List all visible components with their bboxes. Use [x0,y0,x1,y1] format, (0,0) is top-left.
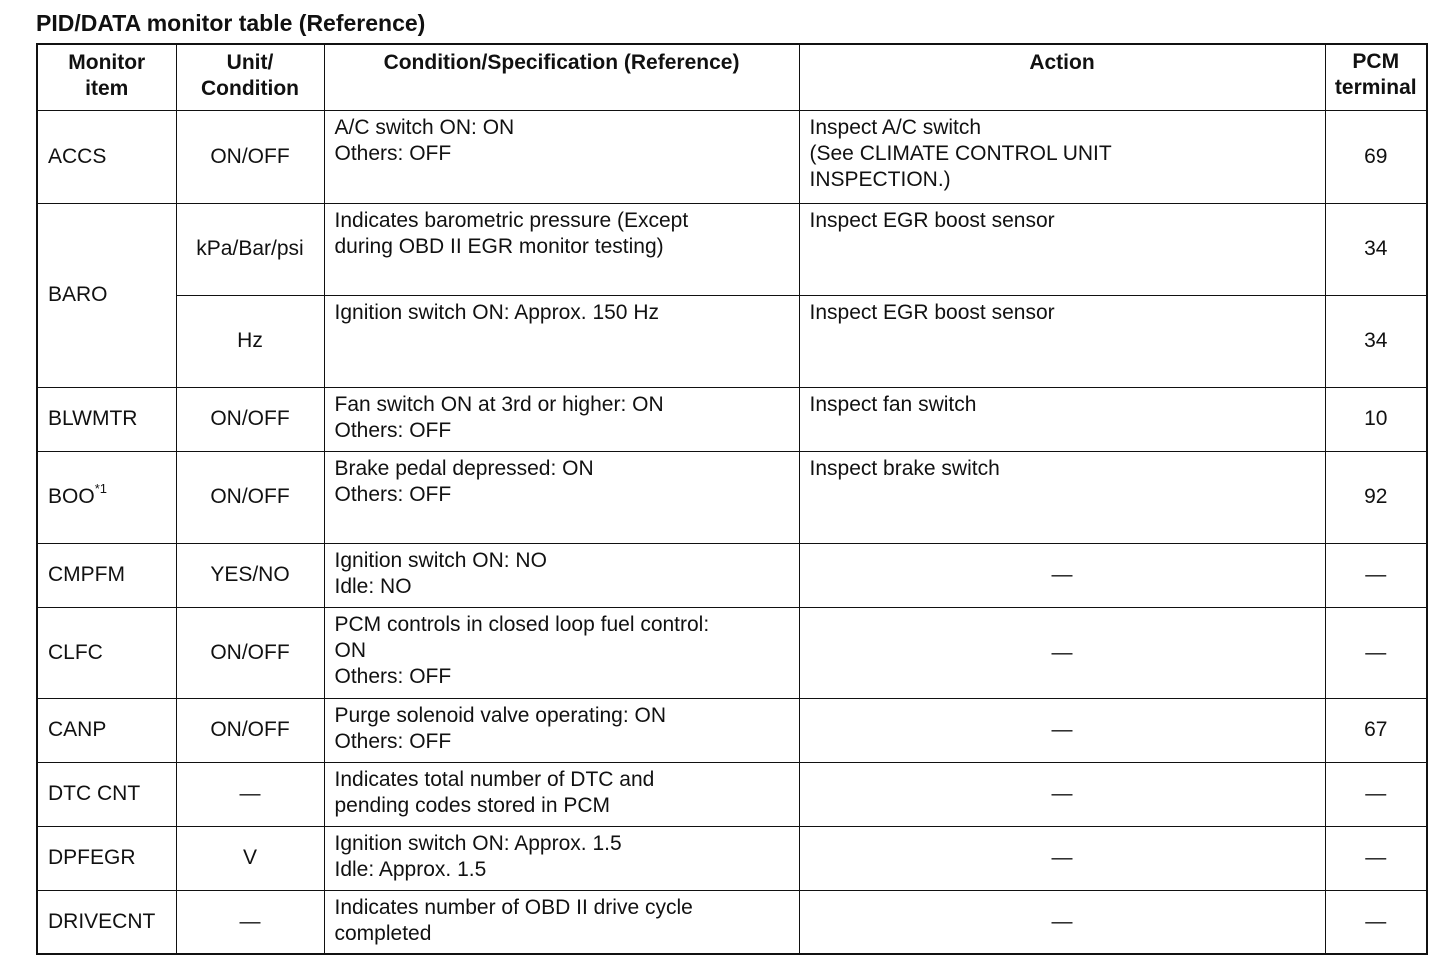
header-unit-condition: Unit/ Condition [176,44,324,110]
pcm-terminal: 34 [1325,203,1427,295]
pcm-terminal: 34 [1325,295,1427,387]
table-row [37,698,1427,762]
condition-spec: Indicates total number of DTC and pending codes stored in PCM [324,762,799,826]
unit-condition: ON/OFF [176,451,324,543]
unit-condition: ON/OFF [176,110,324,203]
action: — [799,826,1325,890]
action: Inspect EGR boost sensor [799,295,1325,387]
monitor-item [37,451,176,543]
pcm-terminal: 69 [1325,110,1427,203]
condition-spec: Ignition switch ON: Approx. 150 Hz [324,295,799,387]
header-condition-spec: Condition/Specification (Reference) [324,44,799,110]
action: — [799,890,1325,954]
condition-spec: Indicates barometric pressure (Except during OBD II EGR monitor testing) [324,203,799,295]
footnote-marker: *1 [94,481,107,496]
pcm-terminal: — [1325,543,1427,607]
unit-condition: kPa/Bar/psi [176,203,324,295]
condition-spec: Ignition switch ON: Approx. 1.5 Idle: Approx. 1.5 [324,826,799,890]
monitor-item-label: BOO [48,485,95,508]
unit-condition: — [176,890,324,954]
action: Inspect EGR boost sensor [799,203,1325,295]
table-row [37,890,1427,954]
table-row [37,826,1427,890]
action: Inspect fan switch [799,387,1325,451]
pcm-terminal: — [1325,890,1427,954]
unit-condition: ON/OFF [176,698,324,762]
pcm-terminal: — [1325,607,1427,698]
monitor-item: DTC CNT [37,762,176,826]
unit-condition: YES/NO [176,543,324,607]
table-row [37,607,1427,698]
action: — [799,607,1325,698]
monitor-item: ACCS [37,110,176,203]
header-action: Action [799,44,1325,110]
action: — [799,762,1325,826]
table-row [37,543,1427,607]
table-row [37,110,1427,203]
monitor-item: BLWMTR [37,387,176,451]
unit-condition: — [176,762,324,826]
pid-data-monitor-table [36,43,1428,955]
page-title: PID/DATA monitor table (Reference) [36,10,426,36]
header-pcm-terminal: PCM terminal [1325,44,1427,110]
pcm-terminal: — [1325,762,1427,826]
condition-spec: Ignition switch ON: NO Idle: NO [324,543,799,607]
action: — [799,543,1325,607]
pcm-terminal: — [1325,826,1427,890]
condition-spec: PCM controls in closed loop fuel control: ON Others: OFF [324,607,799,698]
unit-condition: V [176,826,324,890]
table-row [37,387,1427,451]
header-monitor-item: Monitor item [37,44,176,110]
condition-spec: Brake pedal depressed: ON Others: OFF [324,451,799,543]
monitor-item: DPFEGR [37,826,176,890]
action: — [799,698,1325,762]
condition-spec: Purge solenoid valve operating: ON Others: OFF [324,698,799,762]
monitor-item: DRIVECNT [37,890,176,954]
condition-spec: Indicates number of OBD II drive cycle completed [324,890,799,954]
action: Inspect brake switch [799,451,1325,543]
pcm-terminal: 10 [1325,387,1427,451]
condition-spec: A/C switch ON: ON Others: OFF [324,110,799,203]
monitor-item: CLFC [37,607,176,698]
header-row [37,44,1427,110]
unit-condition: Hz [176,295,324,387]
unit-condition: ON/OFF [176,607,324,698]
action: Inspect A/C switch (See CLIMATE CONTROL UNIT INSPECTION.) [799,110,1325,203]
monitor-item: CMPFM [37,543,176,607]
monitor-item: BARO [37,203,176,387]
condition-spec: Fan switch ON at 3rd or higher: ON Others: OFF [324,387,799,451]
table-row [37,295,1427,387]
unit-condition: ON/OFF [176,387,324,451]
table-row [37,451,1427,543]
monitor-item: CANP [37,698,176,762]
table-row [37,203,1427,295]
table-row [37,762,1427,826]
pcm-terminal: 67 [1325,698,1427,762]
pcm-terminal: 92 [1325,451,1427,543]
